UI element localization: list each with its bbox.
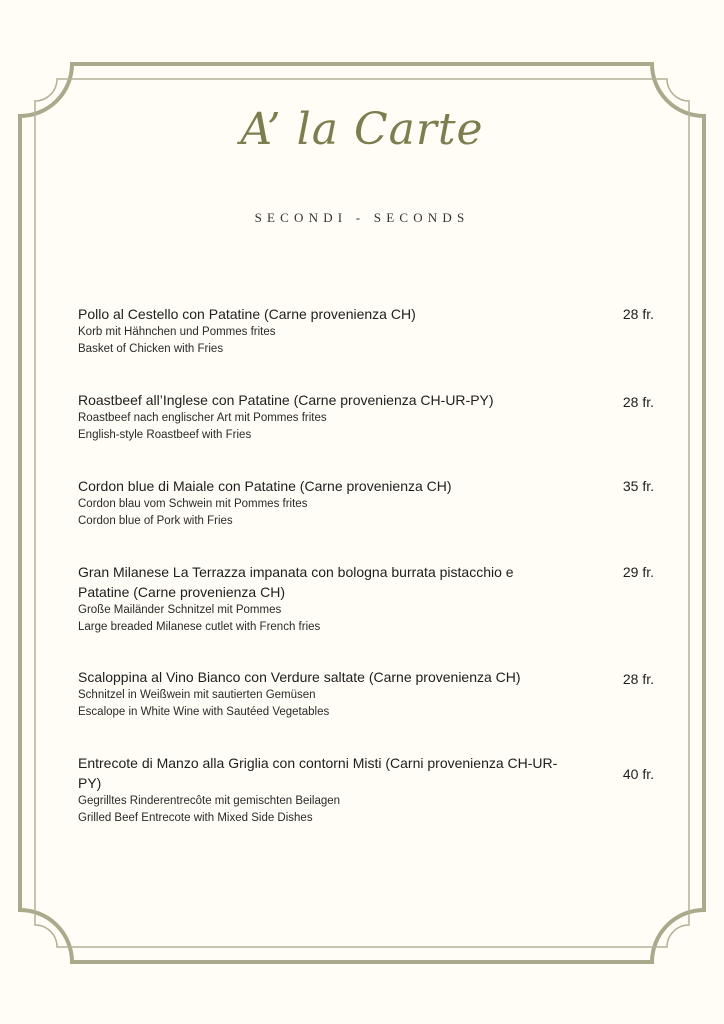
item-description-de: Roastbeef nach englischer Art mit Pommes frites	[78, 412, 327, 424]
item-price: 28 fr.	[622, 306, 654, 322]
item-price: 35 fr.	[622, 478, 654, 494]
item-description-en: Cordon blue of Pork with Fries	[78, 515, 233, 527]
item-price: 28 fr.	[622, 394, 654, 410]
item-description-en: English-style Roastbeef with Fries	[78, 429, 252, 441]
item-description-en: Grilled Beef Entrecote with Mixed Side Dishes	[78, 812, 313, 824]
item-name: Cordon blue di Maiale con Patatine (Carne provenienza CH)	[78, 478, 452, 494]
page-title: A’ la Carte	[240, 104, 484, 155]
item-description-en: Escalope in White Wine with Sautéed Vegetables	[78, 706, 330, 718]
item-description-en: Large breaded Milanese cutlet with French fries	[78, 621, 321, 633]
item-description-de: Große Mailänder Schnitzel mit Pommes	[78, 604, 282, 616]
item-name: Scaloppina al Vino Bianco con Verdure saltate (Carne provenienza CH)	[78, 669, 521, 685]
item-description-en: Basket of Chicken with Fries	[78, 343, 224, 355]
menu-item	[78, 390, 654, 444]
item-name: Entrecote di Manzo alla Griglia con contorni Misti (Carni provenienza CH-UR-PY)	[78, 755, 558, 791]
item-description-de: Korb mit Hähnchen und Pommes frites	[78, 326, 276, 338]
section-subtitle: SECONDI - SECONDS	[254, 210, 470, 225]
item-name: Gran Milanese La Terrazza impanata con bologna burrata pistacchio e Patatine (Carne provenienza CH)	[78, 564, 514, 600]
menu-item	[78, 667, 654, 721]
menu-item	[78, 753, 654, 827]
item-price: 29 fr.	[622, 564, 654, 580]
item-description-de: Gegrilltes Rinderentrecôte mit gemischten Beilagen	[78, 795, 341, 807]
item-price: 28 fr.	[622, 671, 654, 687]
item-description-de: Schnitzel in Weißwein mit sautierten Gemüsen	[78, 689, 316, 701]
item-price: 40 fr.	[622, 766, 654, 782]
menu-item	[78, 476, 654, 530]
item-name: Pollo al Cestello con Patatine (Carne provenienza CH)	[78, 306, 416, 322]
item-name: Roastbeef all’Inglese con Patatine (Carne provenienza CH-UR-PY)	[78, 392, 494, 408]
menu-item	[78, 562, 654, 636]
item-description-de: Cordon blau vom Schwein mit Pommes frites	[78, 498, 308, 510]
menu-item	[78, 304, 654, 358]
